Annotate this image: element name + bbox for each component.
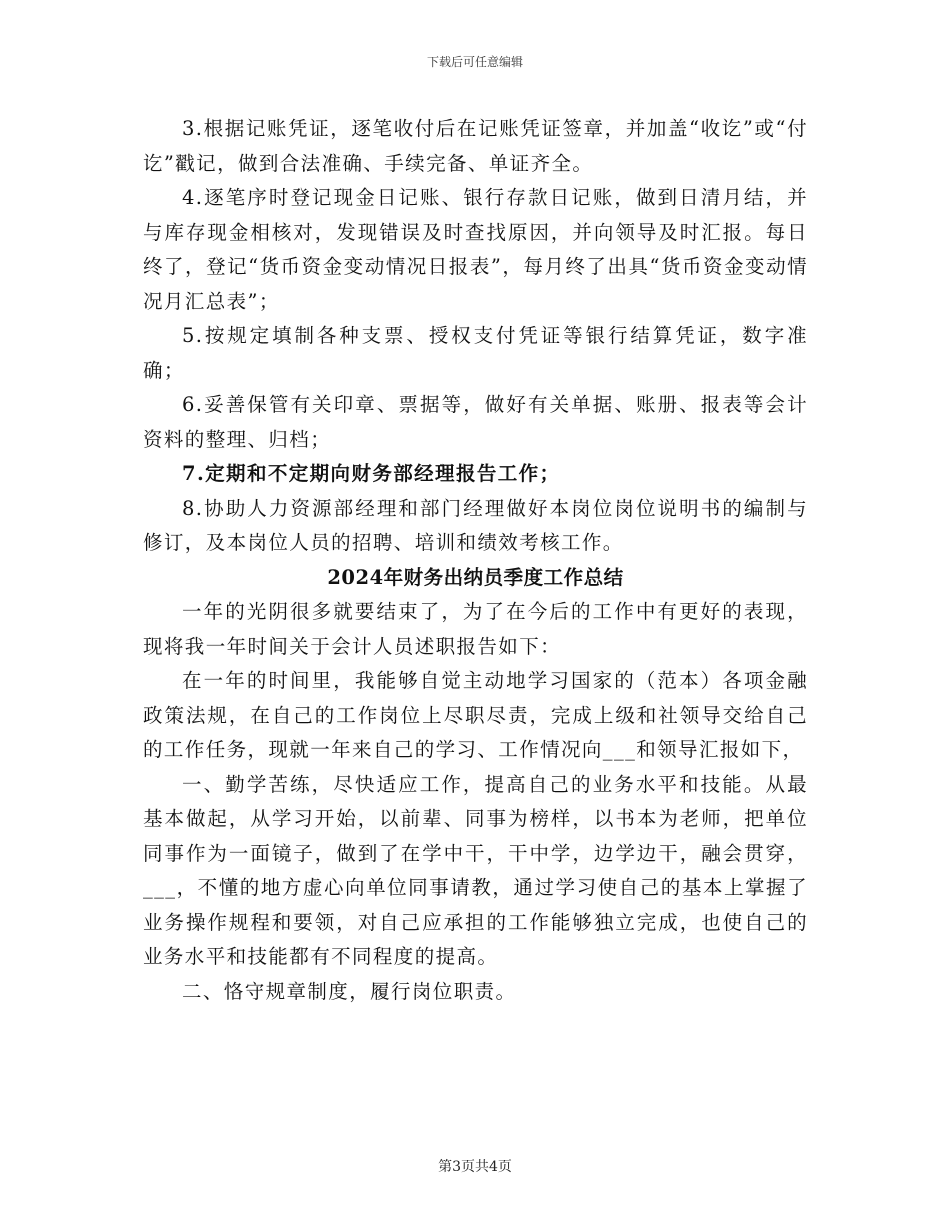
duty-item-6: 6.妥善保管有关印章、票据等，做好有关单据、账册、报表等会计资料的整理、归档；: [143, 393, 808, 451]
section-title: 2024年财务出纳员季度工作总结: [327, 565, 624, 589]
duty-item-4: 4.逐笔序时登记现金日记账、银行存款日记账，做到日清月结，并与库存现金相核对，发现错误及时查找原因，并向领导及时汇报。每日终了，登记“货币资金变动情况日报表”，每月终了出具“货币资金变动情况月汇总表”；: [143, 186, 808, 313]
summary-intro-paragraph: 一年的光阴很多就要结束了，为了在今后的工作中有更好的表现，现将我一年时间关于会计人员述职报告如下：: [143, 600, 808, 658]
duty-item-3: 3.根据记账凭证，逐笔收付后在记账凭证签章，并加盖“收讫”或“付讫”戳记，做到合法准确、手续完备、单证齐全。: [143, 117, 808, 175]
summary-point-2-heading: 二、恪守规章制度，履行岗位职责。: [182, 979, 517, 1003]
duty-item-7: 7.定期和不定期向财务部经理报告工作；: [182, 462, 561, 485]
duty-item-5: 5.按规定填制各种支票、授权支付凭证等银行结算凭证，数字准确；: [143, 324, 808, 382]
header-note: 下载后可任意编辑: [426, 55, 523, 69]
page-number: 第3页共4页: [438, 1159, 512, 1175]
document-body: [143, 112, 808, 1009]
summary-body-paragraph: 在一年的时间里，我能够自觉主动地学习国家的（范本）各项金融政策法规，在自己的工作岗位上尽职尽责，完成上级和社领导交给自己的工作任务，现就一年来自己的学习、工作情况向___和领导汇报如下，: [143, 669, 808, 761]
duty-item-8: 8.协助人力资源部经理和部门经理做好本岗位岗位说明书的编制与修订，及本岗位人员的招聘、培训和绩效考核工作。: [143, 496, 808, 554]
summary-point-1-paragraph: 一、勤学苦练，尽快适应工作，提高自己的业务水平和技能。从最基本做起，从学习开始，以前辈、同事为榜样，以书本为老师，把单位同事作为一面镜子，做到了在学中干，干中学，边学边干，融会贯穿，___，不懂的地方虚心向单位同事请教，通过学习使自己的基本上掌握了业务操作规程和要领，对自己应承担的工作能够独立完成，也使自己的业务水平和技能都有不同程度的提高。: [143, 772, 808, 968]
